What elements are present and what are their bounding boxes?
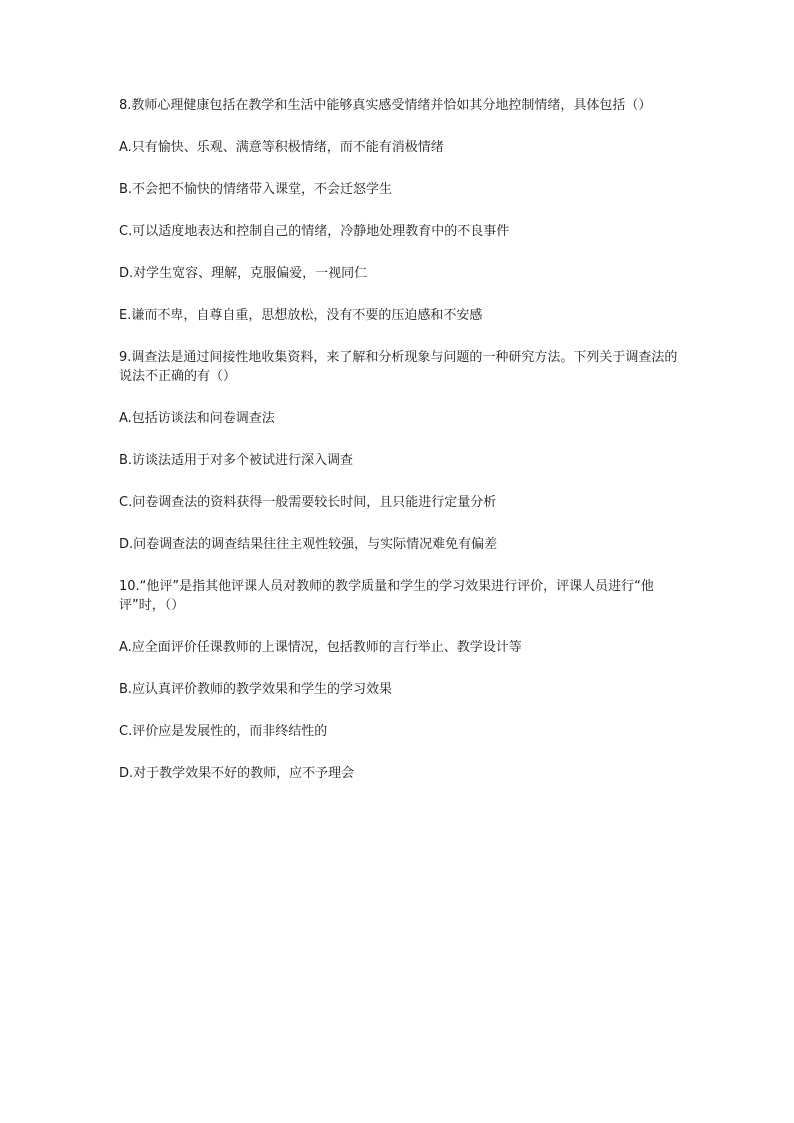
question-9 [119, 348, 679, 554]
option-b: B.不会把不愉快的情绪带入课堂，不会迁怒学生 [119, 182, 393, 197]
option-a: A.只有愉快、乐观、满意等积极情绪，而不能有消极情绪 [119, 140, 444, 155]
question-stem: 8.教师心理健康包括在教学和生活中能够真实感受情绪并恰如其分地控制情绪，具体包括（） [119, 98, 652, 113]
option-c: C.问卷调查法的资料获得一般需要较长时间，且只能进行定量分析 [119, 495, 497, 510]
option-d: D.对于教学效果不好的教师，应不予理会 [119, 766, 355, 781]
question-10 [119, 577, 679, 783]
question-stem: 9.调查法是通过间接性地收集资料，来了解和分析现象与问题的一种研究方法。下列关于调查法的说法不正确的有（） [119, 350, 678, 384]
option-a: A.包括访谈法和问卷调查法 [119, 411, 275, 426]
document-page [119, 96, 679, 806]
option-a: A.应全面评价任课教师的上课情况，包括教师的言行举止、教学设计等 [119, 640, 522, 655]
option-d: D.问卷调查法的调查结果往往主观性较强，与实际情况难免有偏差 [119, 537, 498, 552]
option-d: D.对学生宽容、理解，克服偏爱，一视同仁 [119, 266, 368, 281]
question-8 [119, 96, 679, 325]
option-b: B.访谈法适用于对多个被试进行深入调查 [119, 453, 354, 468]
question-stem: 10.“他评”是指其他评课人员对教师的教学质量和学生的学习效果进行评价，评课人员进行“他评”时，（） [119, 579, 654, 613]
option-c: C.可以适度地表达和控制自己的情绪，冷静地处理教育中的不良事件 [119, 224, 510, 239]
option-b: B.应认真评价教师的教学效果和学生的学习效果 [119, 682, 393, 697]
option-c: C.评价应是发展性的，而非终结性的 [119, 724, 328, 739]
option-e: E.谦而不卑，自尊自重，思想放松，没有不要的压迫感和不安感 [119, 308, 483, 323]
